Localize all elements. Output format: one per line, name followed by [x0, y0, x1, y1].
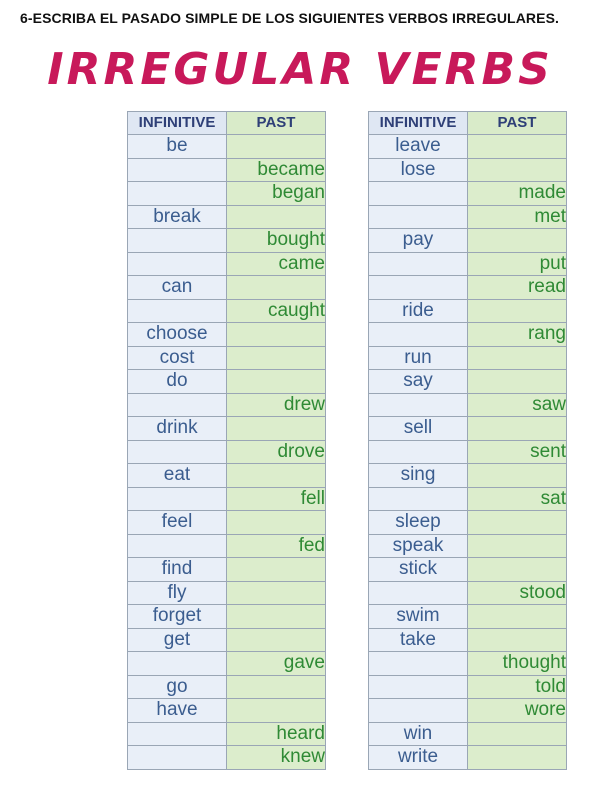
verb-row: [369, 464, 567, 488]
verb-row: [128, 417, 326, 441]
infinitive-cell[interactable]: [369, 581, 468, 605]
infinitive-cell[interactable]: sing: [369, 464, 468, 488]
verb-row: [369, 299, 567, 323]
verb-row: [128, 440, 326, 464]
infinitive-header: INFINITIVE: [369, 112, 468, 135]
verb-row: [128, 746, 326, 770]
past-cell[interactable]: sat: [468, 487, 567, 511]
infinitive-cell[interactable]: ride: [369, 299, 468, 323]
past-cell[interactable]: [468, 229, 567, 253]
past-cell[interactable]: [468, 605, 567, 629]
verb-row: [369, 158, 567, 182]
past-cell[interactable]: [468, 417, 567, 441]
verb-row: [128, 182, 326, 206]
verb-row: [369, 370, 567, 394]
infinitive-cell[interactable]: drink: [128, 417, 227, 441]
verb-row: [128, 158, 326, 182]
past-cell[interactable]: rang: [468, 323, 567, 347]
infinitive-cell[interactable]: sleep: [369, 511, 468, 535]
infinitive-cell[interactable]: [128, 487, 227, 511]
verb-row: [369, 511, 567, 535]
infinitive-cell[interactable]: lose: [369, 158, 468, 182]
verb-row: [369, 675, 567, 699]
verb-row: [128, 276, 326, 300]
verb-row: [128, 252, 326, 276]
past-cell[interactable]: knew: [227, 746, 326, 770]
infinitive-cell[interactable]: [128, 158, 227, 182]
past-cell[interactable]: [468, 746, 567, 770]
past-cell[interactable]: [468, 534, 567, 558]
verb-row: [128, 699, 326, 723]
verbs-table-right-body: [369, 135, 567, 770]
past-cell[interactable]: [227, 370, 326, 394]
past-cell[interactable]: [468, 511, 567, 535]
verb-row: [128, 581, 326, 605]
past-cell[interactable]: [227, 628, 326, 652]
instruction-text: 6-ESCRIBA EL PASADO SIMPLE DE LOS SIGUIENTES VERBOS IRREGULARES.: [20, 10, 559, 26]
infinitive-cell[interactable]: speak: [369, 534, 468, 558]
past-cell[interactable]: [227, 205, 326, 229]
verb-row: [128, 675, 326, 699]
verb-row: [128, 393, 326, 417]
verb-row: [369, 417, 567, 441]
infinitive-cell[interactable]: [369, 252, 468, 276]
infinitive-cell[interactable]: find: [128, 558, 227, 582]
verb-row: [369, 440, 567, 464]
verb-row: [128, 205, 326, 229]
verbs-table-left-body: [128, 135, 326, 770]
verb-row: [128, 722, 326, 746]
verb-row: [128, 464, 326, 488]
infinitive-cell[interactable]: break: [128, 205, 227, 229]
verbs-table-right: [368, 111, 567, 770]
past-cell[interactable]: [227, 276, 326, 300]
verb-row: [128, 534, 326, 558]
infinitive-cell[interactable]: [128, 182, 227, 206]
infinitive-cell[interactable]: [128, 252, 227, 276]
infinitive-cell[interactable]: run: [369, 346, 468, 370]
verb-row: [128, 558, 326, 582]
past-cell[interactable]: [227, 605, 326, 629]
infinitive-cell[interactable]: [369, 205, 468, 229]
verb-row: [128, 370, 326, 394]
past-cell[interactable]: [227, 135, 326, 159]
past-cell[interactable]: gave: [227, 652, 326, 676]
infinitive-cell[interactable]: forget: [128, 605, 227, 629]
verb-row: [369, 323, 567, 347]
past-header: PAST: [468, 112, 567, 135]
worksheet-title: IRREGULAR VERBS: [47, 44, 553, 95]
verb-row: [369, 699, 567, 723]
infinitive-cell[interactable]: [369, 276, 468, 300]
infinitive-cell[interactable]: [369, 675, 468, 699]
infinitive-cell[interactable]: [369, 487, 468, 511]
infinitive-cell[interactable]: pay: [369, 229, 468, 253]
past-cell[interactable]: [468, 135, 567, 159]
verb-row: [369, 276, 567, 300]
past-cell[interactable]: began: [227, 182, 326, 206]
infinitive-cell[interactable]: [128, 652, 227, 676]
infinitive-cell[interactable]: write: [369, 746, 468, 770]
infinitive-cell[interactable]: eat: [128, 464, 227, 488]
infinitive-cell[interactable]: do: [128, 370, 227, 394]
past-cell[interactable]: [227, 323, 326, 347]
past-cell[interactable]: thought: [468, 652, 567, 676]
past-cell[interactable]: sent: [468, 440, 567, 464]
verb-row: [369, 205, 567, 229]
verb-row: [128, 229, 326, 253]
past-cell[interactable]: saw: [468, 393, 567, 417]
infinitive-cell[interactable]: cost: [128, 346, 227, 370]
verb-row: [128, 605, 326, 629]
verb-row: [369, 558, 567, 582]
infinitive-cell[interactable]: have: [128, 699, 227, 723]
past-cell[interactable]: put: [468, 252, 567, 276]
past-cell[interactable]: wore: [468, 699, 567, 723]
verb-row: [369, 746, 567, 770]
infinitive-cell[interactable]: [128, 534, 227, 558]
verb-row: [128, 511, 326, 535]
infinitive-cell[interactable]: take: [369, 628, 468, 652]
infinitive-cell[interactable]: get: [128, 628, 227, 652]
infinitive-cell[interactable]: [369, 182, 468, 206]
past-cell[interactable]: met: [468, 205, 567, 229]
verb-row: [369, 346, 567, 370]
past-cell[interactable]: [468, 628, 567, 652]
infinitive-cell[interactable]: [369, 323, 468, 347]
past-cell[interactable]: fell: [227, 487, 326, 511]
verb-row: [128, 346, 326, 370]
past-cell[interactable]: [227, 346, 326, 370]
verb-row: [369, 605, 567, 629]
verb-row: [369, 534, 567, 558]
verbs-table-left: [127, 111, 326, 770]
past-cell[interactable]: drew: [227, 393, 326, 417]
past-cell[interactable]: [227, 675, 326, 699]
infinitive-cell[interactable]: can: [128, 276, 227, 300]
table-header-row: [128, 112, 326, 135]
table-header-row: [369, 112, 567, 135]
past-cell[interactable]: [227, 558, 326, 582]
verb-row: [128, 652, 326, 676]
infinitive-cell[interactable]: [369, 440, 468, 464]
past-cell[interactable]: [227, 464, 326, 488]
infinitive-cell[interactable]: [369, 652, 468, 676]
past-cell[interactable]: [468, 722, 567, 746]
past-cell[interactable]: [468, 370, 567, 394]
verb-row: [369, 628, 567, 652]
infinitive-cell[interactable]: feel: [128, 511, 227, 535]
infinitive-cell[interactable]: [369, 699, 468, 723]
past-cell[interactable]: caught: [227, 299, 326, 323]
infinitive-cell[interactable]: [128, 722, 227, 746]
past-cell[interactable]: read: [468, 276, 567, 300]
infinitive-cell[interactable]: say: [369, 370, 468, 394]
past-cell[interactable]: drove: [227, 440, 326, 464]
infinitive-cell[interactable]: go: [128, 675, 227, 699]
verb-row: [369, 487, 567, 511]
verb-row: [369, 135, 567, 159]
verb-row: [369, 581, 567, 605]
infinitive-cell[interactable]: [128, 229, 227, 253]
past-cell[interactable]: made: [468, 182, 567, 206]
infinitive-cell[interactable]: be: [128, 135, 227, 159]
past-cell[interactable]: [468, 158, 567, 182]
verb-row: [369, 229, 567, 253]
past-cell[interactable]: [227, 581, 326, 605]
verb-row: [369, 182, 567, 206]
infinitive-cell[interactable]: [128, 299, 227, 323]
infinitive-cell[interactable]: stick: [369, 558, 468, 582]
verb-row: [369, 722, 567, 746]
infinitive-cell[interactable]: [128, 393, 227, 417]
past-header: PAST: [227, 112, 326, 135]
infinitive-cell[interactable]: [128, 746, 227, 770]
past-cell[interactable]: [468, 464, 567, 488]
infinitive-cell[interactable]: fly: [128, 581, 227, 605]
verb-row: [369, 252, 567, 276]
past-cell[interactable]: [227, 699, 326, 723]
verb-row: [128, 135, 326, 159]
past-cell[interactable]: [468, 558, 567, 582]
past-cell[interactable]: fed: [227, 534, 326, 558]
infinitive-cell[interactable]: win: [369, 722, 468, 746]
verb-row: [128, 323, 326, 347]
verb-row: [128, 487, 326, 511]
infinitive-header: INFINITIVE: [128, 112, 227, 135]
past-cell[interactable]: told: [468, 675, 567, 699]
past-cell[interactable]: [227, 511, 326, 535]
verb-row: [369, 652, 567, 676]
past-cell[interactable]: heard: [227, 722, 326, 746]
past-cell[interactable]: came: [227, 252, 326, 276]
verb-row: [128, 628, 326, 652]
past-cell[interactable]: [227, 417, 326, 441]
past-cell[interactable]: [468, 346, 567, 370]
infinitive-cell[interactable]: sell: [369, 417, 468, 441]
infinitive-cell[interactable]: leave: [369, 135, 468, 159]
past-cell[interactable]: bought: [227, 229, 326, 253]
past-cell[interactable]: [468, 299, 567, 323]
past-cell[interactable]: stood: [468, 581, 567, 605]
verb-row: [128, 299, 326, 323]
verb-row: [369, 393, 567, 417]
infinitive-cell[interactable]: [128, 440, 227, 464]
infinitive-cell[interactable]: [369, 393, 468, 417]
infinitive-cell[interactable]: swim: [369, 605, 468, 629]
infinitive-cell[interactable]: choose: [128, 323, 227, 347]
past-cell[interactable]: became: [227, 158, 326, 182]
